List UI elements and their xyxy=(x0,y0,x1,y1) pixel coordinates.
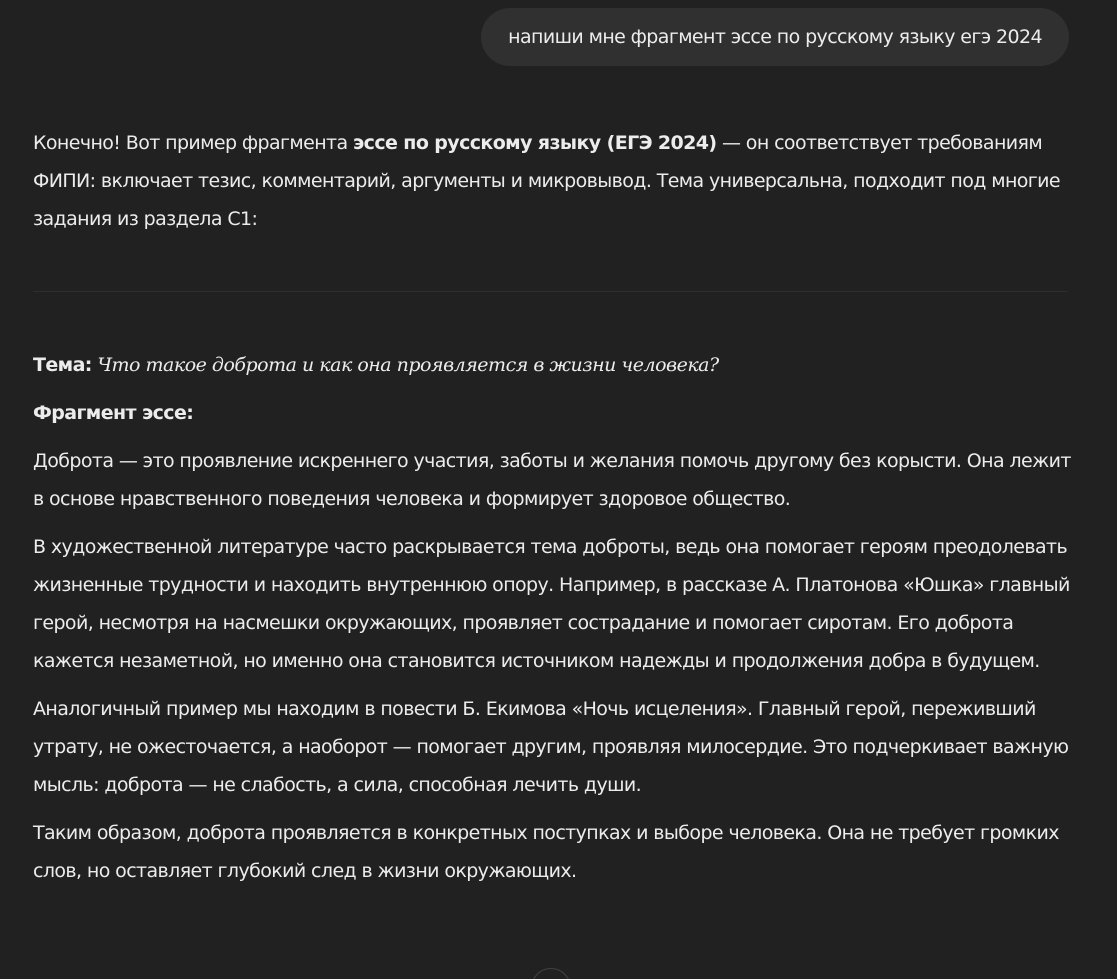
intro-paragraph xyxy=(33,124,1073,238)
topic-text: Что такое доброта и как она проявляется в жизни человека? xyxy=(91,354,719,376)
topic-line xyxy=(33,346,1078,384)
assistant-response-body xyxy=(33,346,1078,900)
assistant-response-intro xyxy=(33,124,1073,238)
essay-paragraph-argument-2: Аналогичный пример мы находим в повести Б. Екимова «Ночь исцеления». Главный герой, переживший утрату, не ожесточается, а наоборот — помогает другим, проявляя милосердие. Это подчеркивает важную мысль: доброта — не слабость, а сила, способная лечить души. xyxy=(33,698,1069,796)
intro-bold-text: эссе по русскому языку (ЕГЭ 2024) xyxy=(353,132,717,154)
essay-paragraph-conclusion: Таким образом, доброта проявляется в конкретных поступках и выборе человека. Она не требует громких слов, но оставляет глубокий след в жизни окружающих. xyxy=(33,822,1059,882)
scroll-to-bottom-button[interactable] xyxy=(531,968,571,979)
user-message-bubble xyxy=(481,8,1069,66)
topic-label: Тема: xyxy=(33,354,92,376)
fragment-label: Фрагмент эссе: xyxy=(33,402,194,424)
user-message-text: напиши мне фрагмент эссе по русскому языку егэ 2024 xyxy=(508,26,1042,48)
fragment-heading xyxy=(33,394,1078,432)
essay-paragraph-argument-1: В художественной литературе часто раскрывается тема доброты, ведь она помогает героям преодолевать жизненные трудности и находить внутреннюю опору. Например, в рассказе А. Платонова «Юшка» главный герой, несмотря на насмешки окружающих, проявляет сострадание и помогает сиротам. Его доброта кажется незаметной, но именно она становится источником надежды и продолжения добра в будущем. xyxy=(33,536,1070,672)
intro-text-end: — он соответствует требованиям ФИПИ: включает тезис, комментарий, аргументы и микровывод. Тема универсальна, подходит под многие задания из раздела С1: xyxy=(33,132,1061,230)
essay-paragraph-thesis: Доброта — это проявление искреннего участия, заботы и желания помочь другому без корысти. Она лежит в основе нравственного поведения человека и формирует здоровое общество. xyxy=(33,450,1071,510)
divider xyxy=(33,291,1068,292)
intro-text-start: Конечно! Вот пример фрагмента xyxy=(33,132,354,154)
